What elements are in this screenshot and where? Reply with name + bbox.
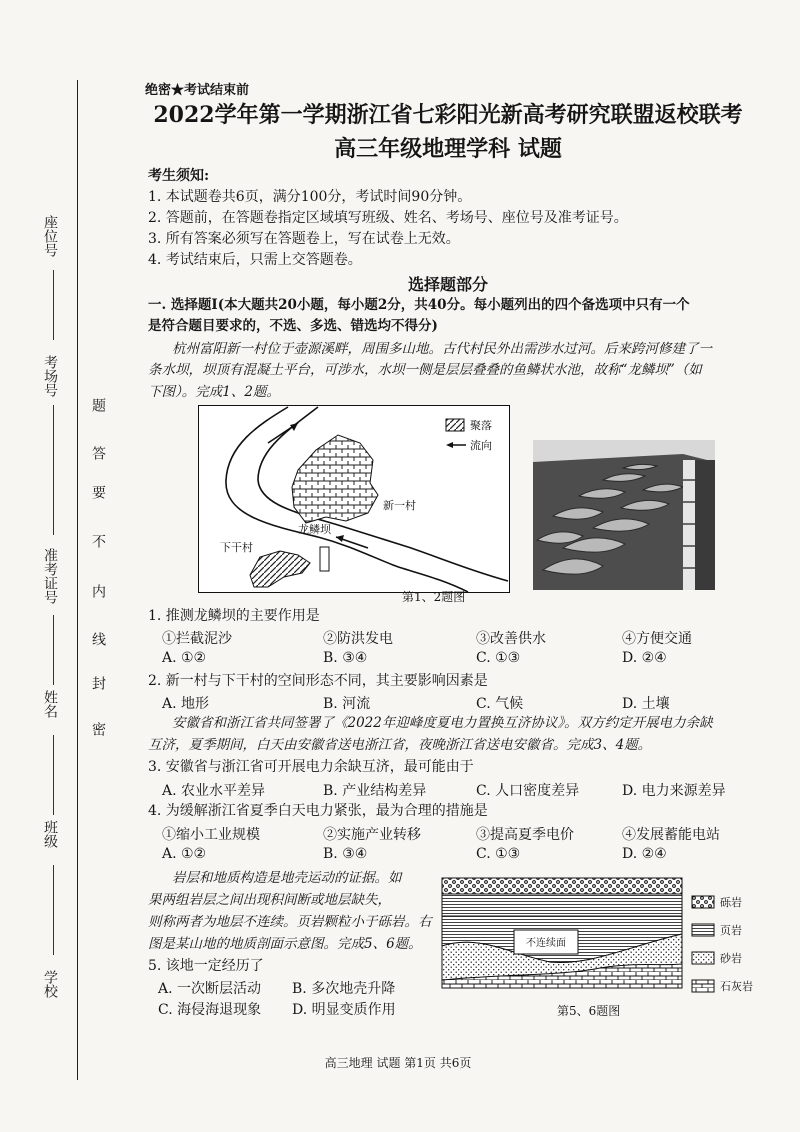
answer-option: C. ①③ [476,846,521,862]
label-xiagan: 下干村 [220,541,253,554]
seat-label: 座位号 [42,215,58,257]
passage-text: 图是某山地的地质剖面示意图。完成5、6题。 [148,936,422,952]
passage-text: 条水坝，坝顶有混凝土平台，可涉水，水坝一侧是层层叠叠的鱼鳞状水池，故称“龙鳞坝”（如 [148,362,702,378]
answer-option: B. ③④ [323,846,368,862]
school-label: 学校 [42,970,58,998]
seal-char: 线 [90,632,106,646]
figure2-caption: 第5、6题图 [557,1004,621,1018]
legend-settlement: 聚落 [470,419,492,432]
choice-item: ③提高夏季电价 [476,827,574,843]
answer-option: D. 土壤 [622,696,670,712]
room-label: 考场号 [42,355,58,397]
answer-option: C. 人口密度差异 [476,783,580,799]
seal-char: 要 [90,485,106,499]
seal-char: 内 [90,584,106,598]
choice-item: ④发展蓄能电站 [622,827,720,843]
section-title: 选择题部分 [407,275,488,294]
note-item: 3. 所有答案必须写在答题卷上，写在试卷上无效。 [148,231,460,247]
legend-label: 砾岩 [720,896,742,909]
answer-option: D. 电力来源差异 [622,783,726,799]
page-footer: 高三地理 试题 第1页 共6页 [324,1056,472,1070]
answer-option: A. 地形 [162,696,210,712]
page-title: 2022学年第一学期浙江省七彩阳光新高考研究联盟返校联考 [153,102,743,128]
answer-option: B. 河流 [323,696,371,712]
choice-item: ④方便交通 [622,631,692,647]
name-label: 姓名 [42,690,58,718]
label-xinyi: 新一村 [383,499,416,512]
section-intro: 是符合题目要求的，不选、多选、错选均不得分) [148,318,438,334]
answer-option: A. ①② [162,650,207,666]
passage-text: 杭州富阳新一村位于壶源溪畔，周围多山地。古代村民外出需涉水过河。后来跨河修建了一 [172,341,712,357]
question-stem: 5. 该地一定经历了 [148,958,264,974]
secret-mark: 绝密★考试结束前 [145,83,250,98]
answer-option: B. ③④ [323,650,368,666]
section-intro: 一. 选择题I(本大题共20小题，每小题2分，共40分。每小题列出的四个备选项中只有一个 [148,297,690,313]
answer-option: C. 气候 [476,696,524,712]
geology-section-figure [440,876,758,998]
seat-blank [53,270,54,340]
layer-conglomerate [442,878,682,894]
village-map-figure [198,405,510,593]
layer-shale [442,894,682,916]
legend-swatch [692,980,714,992]
legend-swatch [692,924,714,936]
dam [320,547,329,571]
page-subtitle: 高三年级地理学科 试题 [334,136,562,162]
legend-flow: 流向 [470,439,492,452]
seal-char: 不 [90,534,106,548]
seal-char: 密 [90,722,106,736]
question-stem: 3. 安徽省与浙江省可开展电力余缺互济，最可能由于 [148,759,474,775]
binding-line [77,80,78,1080]
room-blank [53,405,54,535]
legend-label: 砂岩 [720,952,742,965]
choice-item: ③改善供水 [476,631,546,647]
class-label: 班级 [42,820,58,848]
answer-option: A. ①② [162,846,207,862]
passage-text: 安徽省和浙江省共同签署了《2022年迎峰度夏电力置换互济协议》。双方约定开展电力余缺 [172,715,713,731]
passage-text: 互济，夏季期间，白天由安徽省送电浙江省，夜晚浙江省送电安徽省。完成3、4题。 [148,737,652,753]
legend-swatch [692,952,714,964]
legend-label: 页岩 [720,924,742,937]
unconformity-label: 不连续面 [526,938,566,949]
passage-text: 则称两者为地层不连续。页岩颗粒小于砾岩。右 [148,914,432,930]
dam-photo [533,440,715,590]
choice-item: ①缩小工业规模 [162,827,260,843]
answer-option: A. 一次断层活动 [158,981,262,997]
answer-option: C. 海侵海退现象 [158,1002,262,1018]
passage-text: 下图）。完成1、2题。 [148,384,280,400]
answer-option: A. 农业水平差异 [162,783,266,799]
question-stem: 1. 推测龙鳞坝的主要作用是 [148,608,320,624]
note-item: 2. 答题前，在答题卷指定区域填写班级、姓名、考场号、座位号及准考证号。 [148,210,628,226]
question-stem: 2. 新一村与下干村的空间形态不同，其主要影响因素是 [148,673,488,689]
legend-swatch [692,896,714,908]
figure1-caption: 第1、2题图 [402,590,466,604]
legend-label: 石灰岩 [720,980,753,993]
seal-char: 答 [90,446,106,460]
question-stem: 4. 为缓解浙江省夏季白天电力紧张，最为合理的措施是 [148,803,488,819]
passage-text: 果两组岩层之间出现积间断或地层缺失， [148,892,391,908]
answer-option: D. ②④ [622,650,667,666]
class-blank [53,865,54,955]
choice-item: ②实施产业转移 [323,827,421,843]
notes-heading: 考生须知: [148,168,210,184]
note-item: 4. 考试结束后，只需上交答题卷。 [148,252,362,268]
choice-item: ①拦截泥沙 [162,631,232,647]
answer-option: D. ②④ [622,846,667,862]
ticket-label: 准考证号 [42,548,58,604]
ticket-blank [53,615,54,685]
answer-option: D. 明显变质作用 [292,1002,396,1018]
note-item: 1. 本试题卷共6页，满分100分，考试时间90分钟。 [148,189,472,205]
answer-option: B. 多次地壳升降 [292,981,396,997]
legend-settlement-swatch [446,419,464,431]
seal-char: 封 [90,676,106,690]
choice-item: ②防洪发电 [323,631,393,647]
seal-char: 题 [90,398,106,412]
label-dam: 龙鳞坝 [298,523,331,536]
passage-text: 岩层和地质构造是地壳运动的证据。如 [172,870,402,886]
answer-option: B. 产业结构差异 [323,783,427,799]
name-blank [53,735,54,815]
answer-option: C. ①③ [476,650,521,666]
